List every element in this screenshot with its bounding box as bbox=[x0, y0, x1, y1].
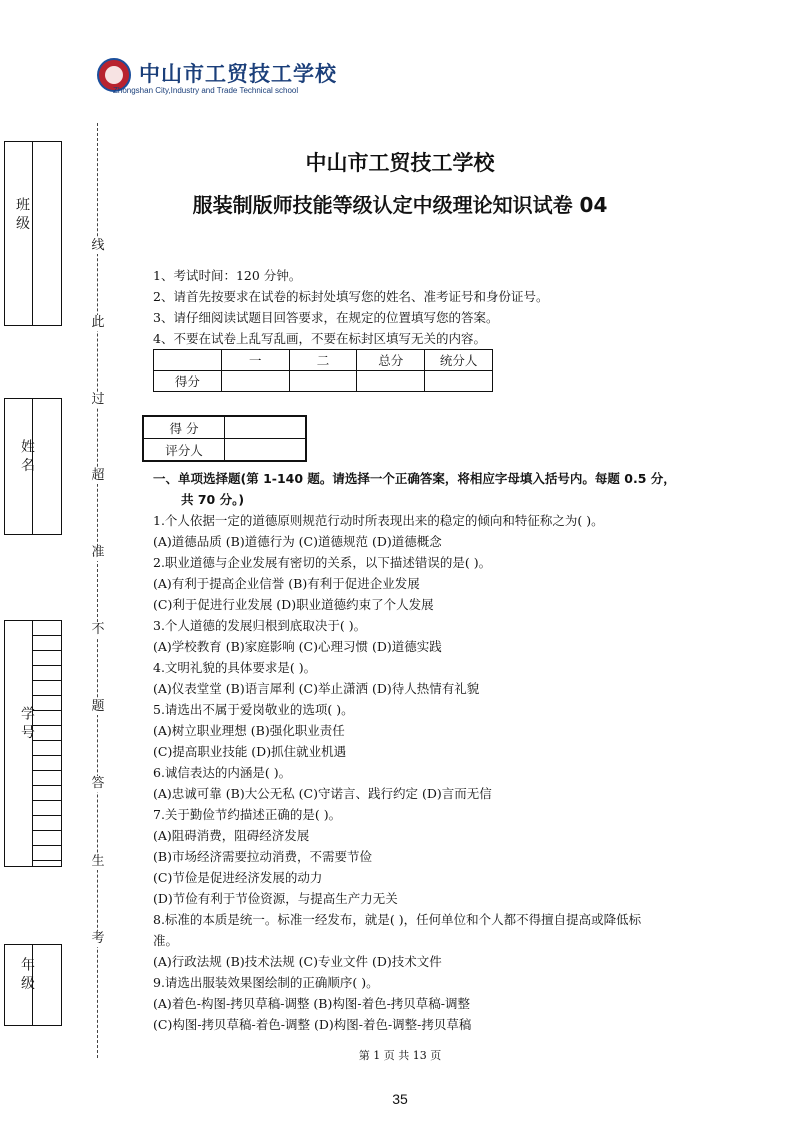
student-id-label: 学 号 bbox=[19, 706, 35, 739]
score-row-label: 得分 bbox=[154, 371, 222, 392]
question-options: (A)道德品质 (B)道德行为 (C)道德规范 (D)道德概念 bbox=[153, 534, 442, 549]
question-options: (C)构图-拷贝草稿-着色-调整 (D)构图-着色-调整-拷贝草稿 bbox=[153, 1017, 472, 1032]
question-options: (A)树立职业理想 (B)强化职业责任 bbox=[153, 723, 345, 738]
grade-label: 年 级 bbox=[19, 957, 35, 990]
instruction-item: 2、请首先按要求在试卷的标封处填写您的姓名、准考证号和身份证号。 bbox=[153, 289, 549, 304]
question-stem: 7.关于勤俭节约描述正确的是( )。 bbox=[153, 807, 342, 822]
grader-score-label: 得 分 bbox=[143, 416, 225, 439]
question-stem: 5.请选出不属于爱岗敬业的选项( )。 bbox=[153, 702, 354, 717]
seal-char: 超 bbox=[91, 468, 105, 483]
question-stem: 9.请选出服装效果图绘制的正确顺序( )。 bbox=[153, 975, 379, 990]
seal-char: 答 bbox=[91, 776, 105, 791]
question-options: (C)利于促进行业发展 (D)职业道德约束了个人发展 bbox=[153, 597, 434, 612]
name-write-area[interactable] bbox=[32, 399, 62, 534]
question-stem: 6.诚信表达的内涵是( )。 bbox=[153, 765, 292, 780]
question-options: (C)节俭是促进经济发展的动力 bbox=[153, 870, 323, 885]
student-id-write-area[interactable] bbox=[32, 621, 62, 866]
question-stem: 3.个人道德的发展归根到底取决于( )。 bbox=[153, 618, 367, 633]
instruction-item: 4、不要在试卷上乱写乱画，不要在标封区填写无关的内容。 bbox=[153, 331, 486, 346]
seal-char: 线 bbox=[91, 238, 105, 253]
school-name-en: Zhongshan City,Industry and Trade Technical school bbox=[113, 86, 299, 95]
question-options: (C)提高职业技能 (D)抓住就业机遇 bbox=[153, 744, 347, 759]
question-options: (A)着色-构图-拷贝草稿-调整 (B)构图-着色-拷贝草稿-调整 bbox=[153, 996, 471, 1011]
question-stem: 8.标准的本质是统一。标准一经发布，就是( )，任何单位和个人都不得擅自提高或降低标 bbox=[153, 912, 642, 927]
grader-box bbox=[142, 415, 307, 462]
score-table-header: 统分人 bbox=[425, 350, 493, 371]
question-stem-cont: 准。 bbox=[153, 933, 179, 948]
section-heading-cont: 共 70 分。) bbox=[181, 492, 245, 507]
score-cell[interactable] bbox=[357, 371, 425, 392]
seal-char: 不 bbox=[91, 622, 105, 637]
grader-name-cell[interactable] bbox=[225, 439, 307, 462]
name-label: 姓 名 bbox=[19, 439, 35, 472]
question-options: (A)忠诚可靠 (B)大公无私 (C)守诺言、践行约定 (D)言而无信 bbox=[153, 786, 492, 801]
seal-char: 题 bbox=[91, 699, 105, 714]
grader-name-label: 评分人 bbox=[143, 439, 225, 462]
student-id-box bbox=[4, 620, 62, 867]
score-table-header bbox=[154, 350, 222, 371]
grader-score-cell[interactable] bbox=[225, 416, 307, 439]
instruction-item: 1、考试时间：120 分钟。 bbox=[153, 268, 302, 283]
score-cell[interactable] bbox=[221, 371, 289, 392]
score-cell[interactable] bbox=[425, 371, 493, 392]
question-stem: 4.文明礼貌的具体要求是( )。 bbox=[153, 660, 317, 675]
score-table-header: 二 bbox=[289, 350, 357, 371]
question-options: (A)学校教育 (B)家庭影响 (C)心理习惯 (D)道德实践 bbox=[153, 639, 442, 654]
question-options: (A)仪表堂堂 (B)语言犀利 (C)举止潇洒 (D)待人热情有礼貌 bbox=[153, 681, 480, 696]
question-options: (A)有利于提高企业信誉 (B)有利于促进企业发展 bbox=[153, 576, 420, 591]
seal-line bbox=[97, 123, 98, 1058]
score-table-header: 一 bbox=[221, 350, 289, 371]
seal-char: 此 bbox=[91, 315, 105, 330]
question-options: (A)行政法规 (B)技术法规 (C)专业文件 (D)技术文件 bbox=[153, 954, 442, 969]
instruction-item: 3、请仔细阅读试题目回答要求，在规定的位置填写您的答案。 bbox=[153, 310, 499, 325]
score-table-header: 总分 bbox=[357, 350, 425, 371]
score-table bbox=[153, 349, 493, 392]
page-indicator: 第 1 页 共 13 页 bbox=[358, 1049, 442, 1062]
seal-char: 准 bbox=[91, 545, 105, 560]
question-stem: 1.个人依据一定的道德原则规范行动时所表现出来的稳定的倾向和特征称之为( )。 bbox=[153, 513, 604, 528]
question-stem: 2.职业道德与企业发展有密切的关系，以下描述错误的是( )。 bbox=[153, 555, 492, 570]
seal-char: 考 bbox=[91, 931, 105, 946]
grade-write-area[interactable] bbox=[32, 945, 62, 1025]
school-name-cn: 中山市工贸技工学校 bbox=[139, 62, 337, 86]
exam-title-paper: 服装制版师技能等级认定中级理论知识试卷 04 bbox=[192, 193, 608, 217]
seal-char: 过 bbox=[91, 392, 105, 407]
class-label: 班 级 bbox=[14, 197, 30, 230]
section-heading: 一、单项选择题(第 1-140 题。请选择一个正确答案，将相应字母填入括号内。每题 0.5 分， bbox=[153, 471, 676, 486]
question-options: (B)市场经济需要拉动消费，不需要节俭 bbox=[153, 849, 372, 864]
grade-box bbox=[4, 944, 62, 1026]
score-cell[interactable] bbox=[289, 371, 357, 392]
question-options: (A)阻碍消费，阻碍经济发展 bbox=[153, 828, 310, 843]
exam-title-school: 中山市工贸技工学校 bbox=[305, 151, 495, 175]
question-options: (D)节俭有利于节俭资源，与提高生产力无关 bbox=[153, 891, 398, 906]
page-number: 35 bbox=[392, 1091, 408, 1107]
seal-char: 生 bbox=[91, 854, 105, 869]
name-box bbox=[4, 398, 62, 535]
